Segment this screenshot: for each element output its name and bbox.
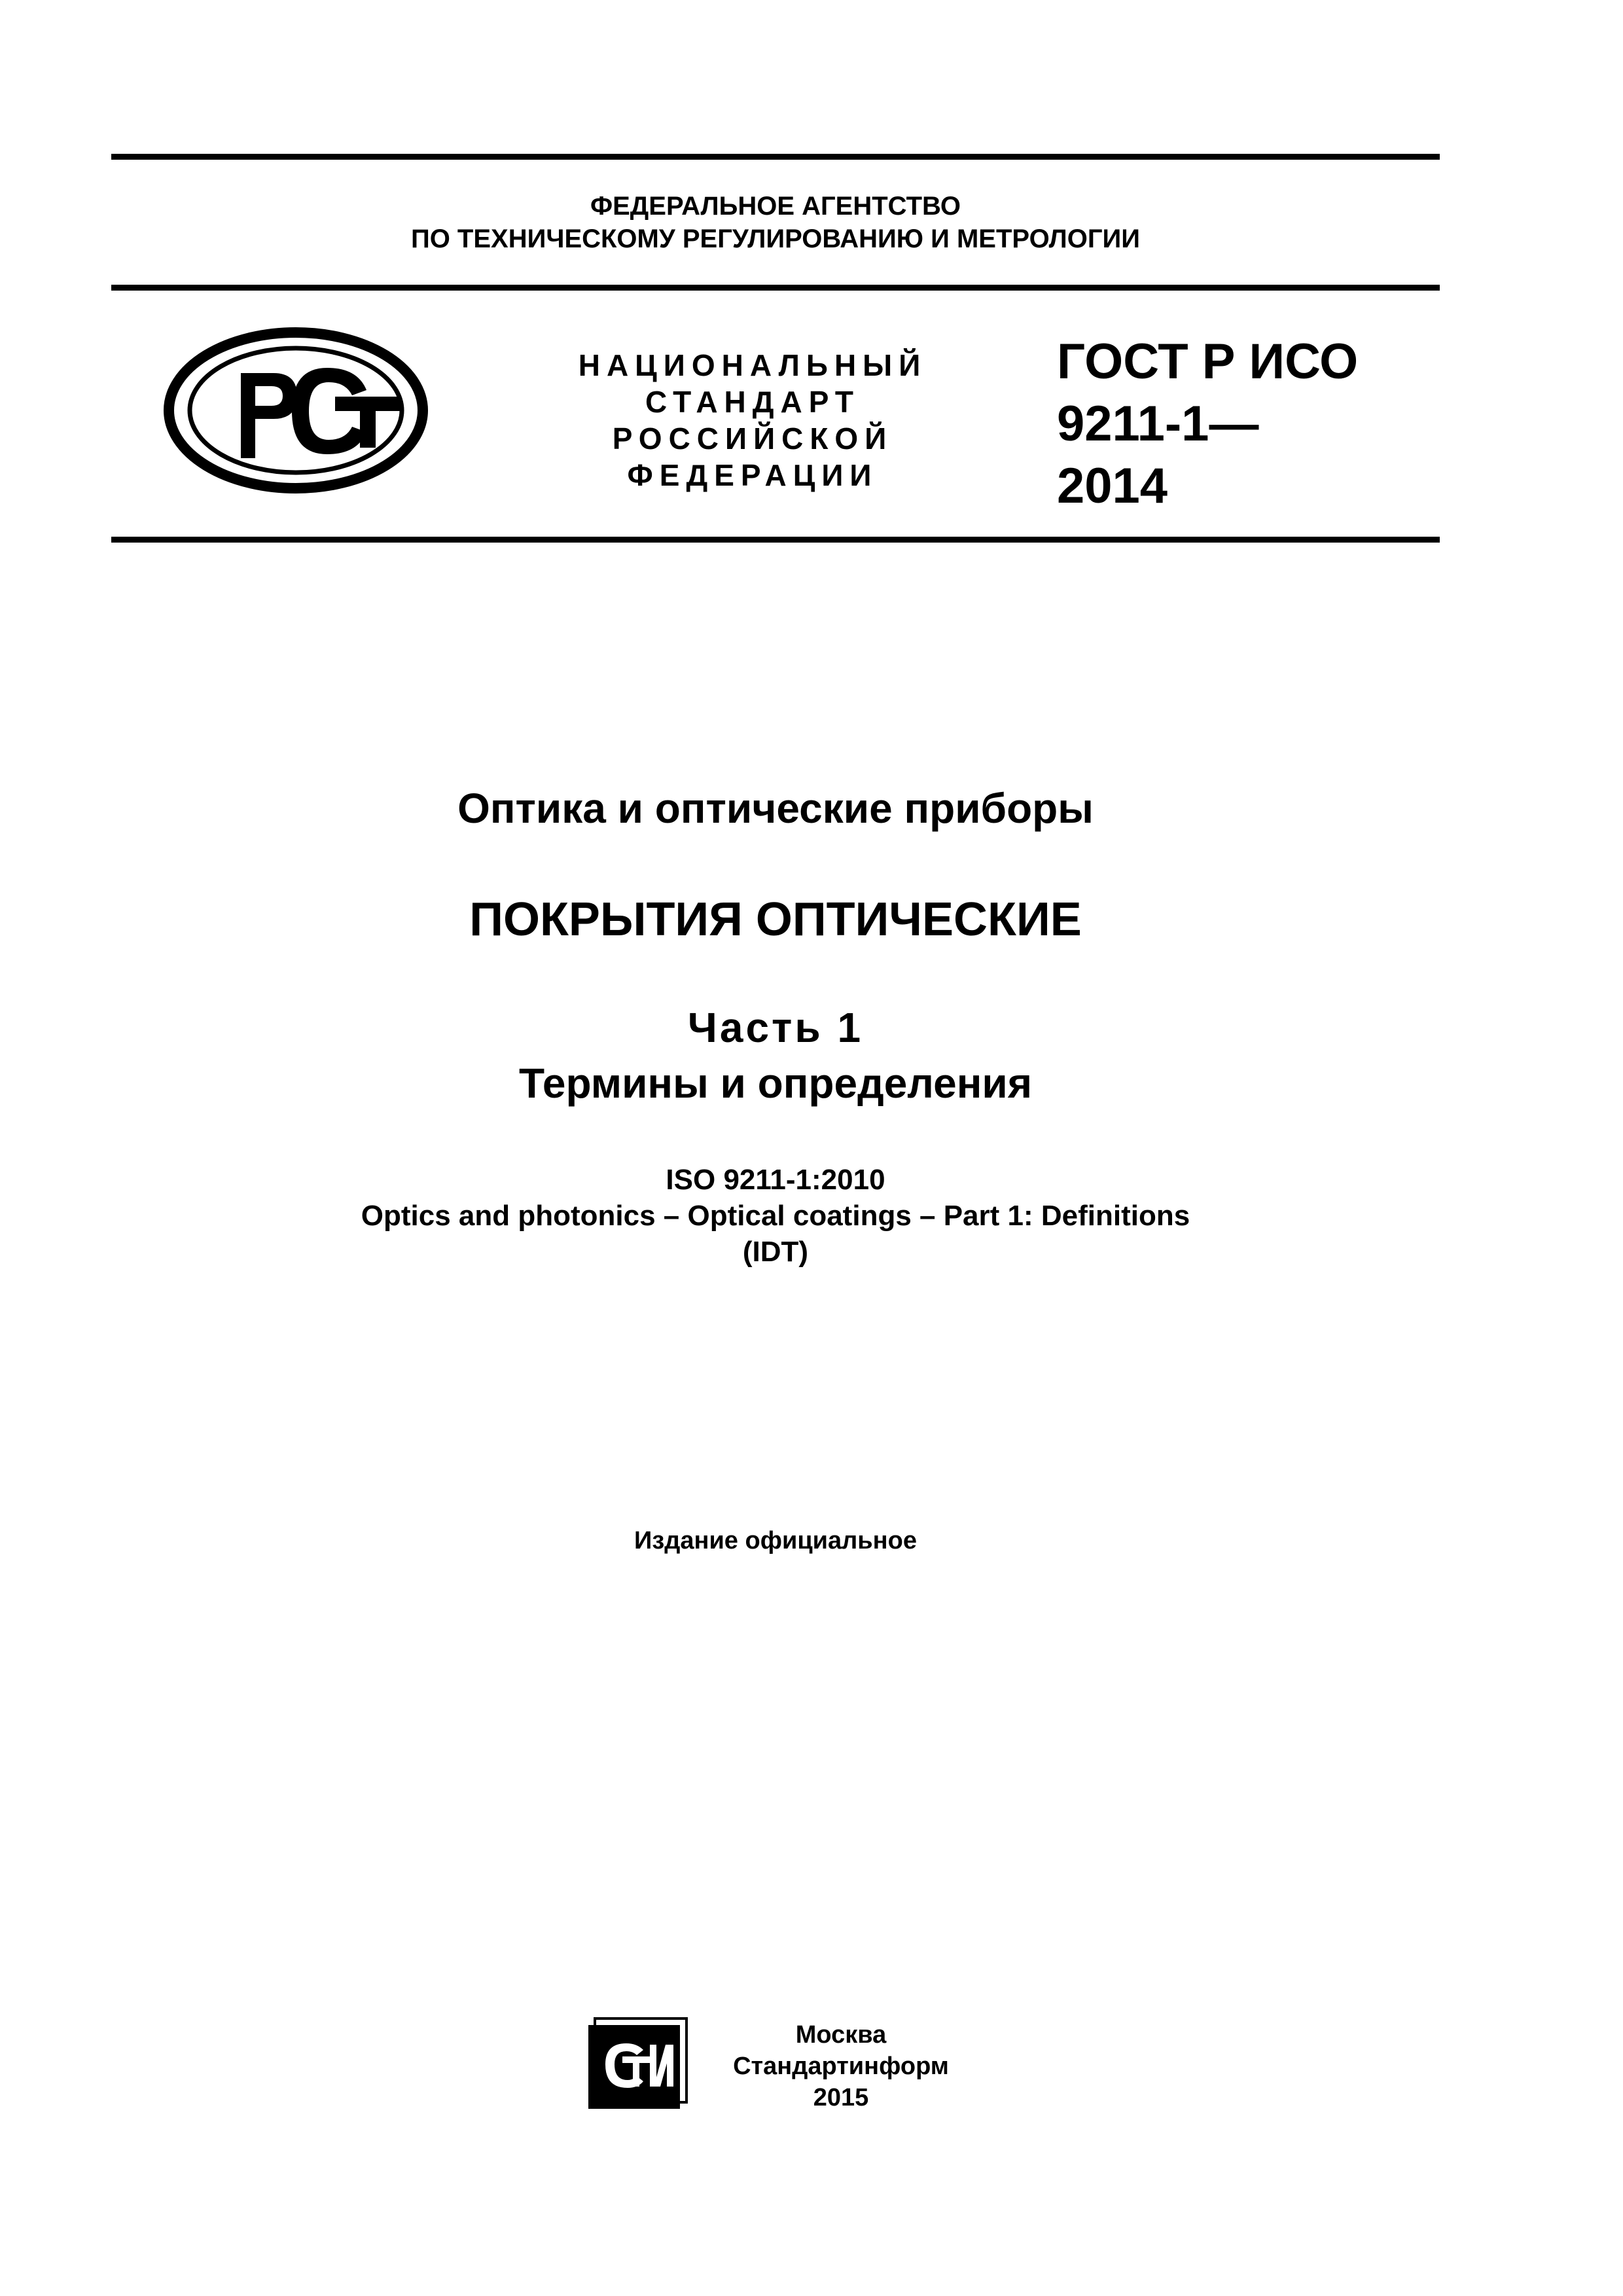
iso-title: Optics and photonics – Optical coatings – Part 1: Definitions — [361, 1200, 1190, 1232]
header-divider-rule — [111, 285, 1440, 291]
national-line-3: РОССИЙСКОЙ — [612, 422, 893, 456]
gost-r-conformity-mark-icon — [164, 327, 429, 494]
imprint-publisher: Стандартинформ — [733, 2053, 949, 2080]
national-line-1: НАЦИОНАЛЬНЫЙ — [578, 348, 927, 382]
standard-number-line-1: ГОСТ Р ИСО — [1057, 334, 1359, 389]
part-title: Термины и определения — [518, 1060, 1033, 1107]
national-line-2: СТАНДАРТ — [645, 385, 860, 419]
official-edition-label: Издание официальное — [634, 1527, 917, 1554]
standard-block-bottom-rule — [111, 537, 1440, 543]
top-rule — [111, 154, 1440, 160]
standartinform-logo-icon — [586, 2016, 690, 2111]
imprint — [710, 2019, 972, 2113]
iso-degree: (IDT) — [742, 1236, 809, 1268]
standard-number — [1057, 331, 1423, 517]
national-line-4: ФЕДЕРАЦИИ — [627, 458, 878, 492]
iso-reference — [111, 1162, 1440, 1270]
agency-header — [111, 190, 1440, 255]
imprint-city: Москва — [795, 2021, 887, 2049]
agency-line-2: ПО ТЕХНИЧЕСКОМУ РЕГУЛИРОВАНИЮ И МЕТРОЛОГИИ — [410, 224, 1141, 253]
national-standard-label — [524, 347, 982, 493]
subject-title: Оптика и оптические приборы — [457, 785, 1094, 832]
part-number: Часть 1 — [687, 1004, 864, 1051]
iso-code: ISO 9211-1:2010 — [666, 1164, 885, 1196]
imprint-year: 2015 — [813, 2084, 869, 2111]
standard-number-line-3: 2014 — [1057, 458, 1168, 514]
main-title: ПОКРЫТИЯ ОПТИЧЕСКИЕ — [469, 893, 1082, 946]
agency-line-1: ФЕДЕРАЛЬНОЕ АГЕНТСТВО — [590, 192, 961, 221]
standard-number-line-2: 9211-1— — [1057, 396, 1259, 452]
